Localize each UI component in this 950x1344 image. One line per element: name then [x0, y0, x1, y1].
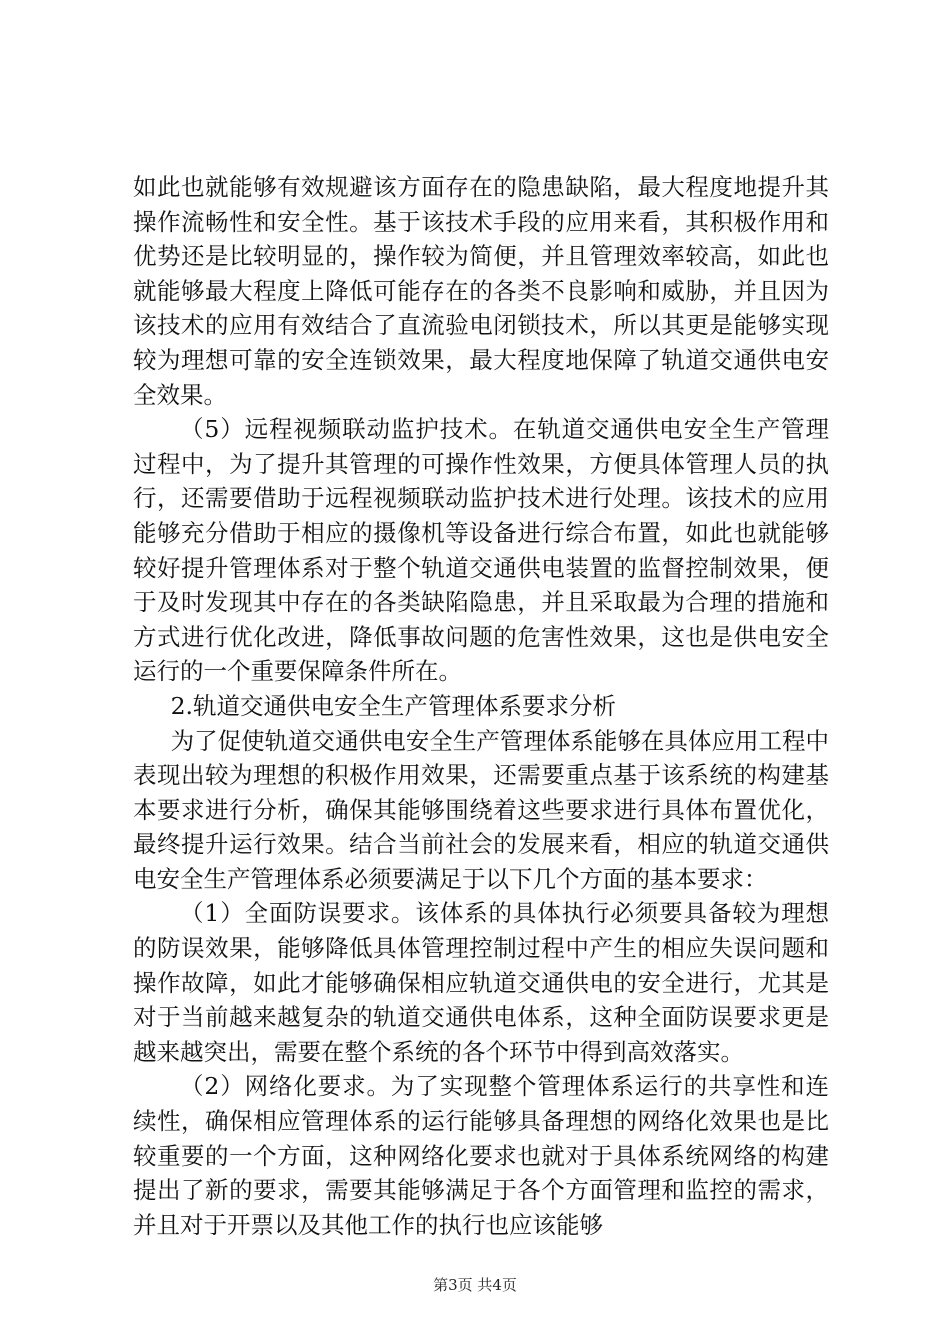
- page-number-footer: 第3页 共4页: [433, 1276, 517, 1294]
- paragraph-remote-video: （5）远程视频联动监护技术。在轨道交通供电安全生产管理过程中，为了提升其管理的可操作性效果，方便具体管理人员的执行，还需要借助于远程视频联动监护技术进行处理。该技术的应用能够充分借助于相应的摄像机等设备进行综合布置，如此也就能够较好提升管理体系对于整个轨道交通供电装置的监督控制效果，便于及时发现其中存在的各类缺陷隐患，并且采取最为合理的措施和方式进行优化改进，降低事故问题的危害性效果，这也是供电安全运行的一个重要保障条件所在。: [133, 415, 829, 686]
- paragraph-requirements-intro: 为了促使轨道交通供电安全生产管理体系能够在具体应用工程中表现出较为理想的积极作用效果，还需要重点基于该系统的构建基本要求进行分析，确保其能够围绕着这些要求进行具体布置优化，最终提升运行效果。结合当前社会的发展来看，相应的轨道交通供电安全生产管理体系必须要满足于以下几个方面的基本要求：: [133, 726, 829, 893]
- paragraph-error-prevention: （1）全面防误要求。该体系的具体执行必须要具备较为理想的防误效果，能够降低具体管理控制过程中产生的相应失误问题和操作故障，如此才能够确保相应轨道交通供电的安全进行，尤其是对于当前越来越复杂的轨道交通供电体系，这种全面防误要求更是越来越突出，需要在整个系统的各个环节中得到高效落实。: [133, 899, 829, 1066]
- paragraph-networking: （2）网络化要求。为了实现整个管理体系运行的共享性和连续性，确保相应管理体系的运行能够具备理想的网络化效果也是比较重要的一个方面，这种网络化要求也就对于具体系统网络的构建提出了新的要求，需要其能够满足于各个方面管理和监控的需求，并且对于开票以及其他工作的执行也应该能够: [133, 1072, 829, 1239]
- paragraph-continued: 如此也就能够有效规避该方面存在的隐患缺陷，最大程度地提升其操作流畅性和安全性。基于该技术手段的应用来看，其积极作用和优势还是比较明显的，操作较为简便，并且管理效率较高，如此也就能够最大程度上降低可能存在的各类不良影响和威胁，并且因为该技术的应用有效结合了直流验电闭锁技术，所以其更是能够实现较为理想可靠的安全连锁效果，最大程度地保障了轨道交通供电安全效果。: [133, 173, 829, 409]
- document-body: [133, 170, 829, 1242]
- section-heading: 2.轨道交通供电安全生产管理体系要求分析: [170, 691, 617, 720]
